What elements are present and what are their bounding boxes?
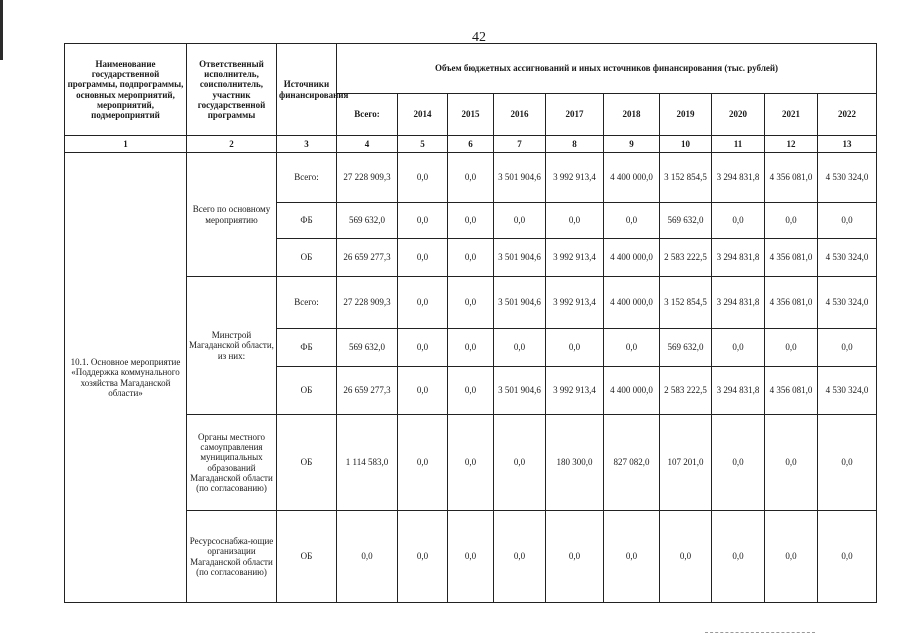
year-value-cell: 569 632,0 — [660, 203, 712, 239]
header-name: Наименование государственной программы, подпрограммы, основных мероприятий, мероприятий, подмероприятий — [65, 44, 187, 136]
year-value-cell: 0,0 — [448, 277, 494, 329]
executor-cell: Ресурсоснабжа-ющие организации Магаданской области (по согласованию) — [187, 511, 277, 603]
table-row — [65, 415, 877, 511]
year-value-cell: 0,0 — [604, 511, 660, 603]
year-value-cell: 0,0 — [818, 511, 877, 603]
year-value-cell: 4 400 000,0 — [604, 277, 660, 329]
year-value-cell: 0,0 — [546, 511, 604, 603]
col-number: 1 — [65, 136, 187, 153]
header-year: 2020 — [712, 94, 765, 136]
main-event-cell: 10.1. Основное мероприятие «Поддержка коммунального хозяйства Магаданской области» — [65, 153, 187, 603]
year-value-cell: 0,0 — [546, 329, 604, 367]
year-value-cell: 4 530 324,0 — [818, 277, 877, 329]
executor-cell: Органы местного самоуправления муниципальных образований Магаданской области (по согласованию) — [187, 415, 277, 511]
year-value-cell: 0,0 — [546, 203, 604, 239]
year-value-cell: 0,0 — [448, 511, 494, 603]
year-value-cell: 0,0 — [494, 415, 546, 511]
header-year: 2015 — [448, 94, 494, 136]
year-value-cell: 4 400 000,0 — [604, 153, 660, 203]
year-value-cell: 3 992 913,4 — [546, 239, 604, 277]
year-value-cell: 2 583 222,5 — [660, 367, 712, 415]
column-number-row — [65, 136, 877, 153]
year-value-cell: 4 356 081,0 — [765, 367, 818, 415]
year-value-cell: 3 501 904,6 — [494, 153, 546, 203]
scan-edge — [0, 0, 3, 60]
table-body — [65, 153, 877, 603]
year-value-cell: 3 152 854,5 — [660, 153, 712, 203]
table-row — [65, 277, 877, 329]
year-value-cell: 4 530 324,0 — [818, 239, 877, 277]
source-cell: Всего: — [277, 277, 337, 329]
header-year: 2016 — [494, 94, 546, 136]
year-value-cell: 0,0 — [818, 415, 877, 511]
total-value-cell: 569 632,0 — [337, 329, 398, 367]
scan-artifact — [705, 632, 815, 637]
col-number: 9 — [604, 136, 660, 153]
year-value-cell: 4 356 081,0 — [765, 153, 818, 203]
page-number: 42 — [472, 30, 486, 45]
year-value-cell: 4 400 000,0 — [604, 239, 660, 277]
executor-cell: Всего по основному мероприятию — [187, 153, 277, 277]
year-value-cell: 3 152 854,5 — [660, 277, 712, 329]
year-value-cell: 0,0 — [494, 329, 546, 367]
year-value-cell: 0,0 — [398, 153, 448, 203]
col-number: 4 — [337, 136, 398, 153]
year-value-cell: 0,0 — [398, 329, 448, 367]
total-value-cell: 26 659 277,3 — [337, 239, 398, 277]
col-number: 2 — [187, 136, 277, 153]
year-value-cell: 3 501 904,6 — [494, 277, 546, 329]
year-value-cell: 3 501 904,6 — [494, 367, 546, 415]
year-value-cell: 0,0 — [765, 511, 818, 603]
year-value-cell: 3 501 904,6 — [494, 239, 546, 277]
year-value-cell: 4 530 324,0 — [818, 153, 877, 203]
year-value-cell: 3 992 913,4 — [546, 153, 604, 203]
year-value-cell: 0,0 — [448, 239, 494, 277]
col-number: 10 — [660, 136, 712, 153]
source-cell: ФБ — [277, 203, 337, 239]
total-value-cell: 569 632,0 — [337, 203, 398, 239]
header-year: 2021 — [765, 94, 818, 136]
col-number: 7 — [494, 136, 546, 153]
col-number: 12 — [765, 136, 818, 153]
total-value-cell: 0,0 — [337, 511, 398, 603]
header-source: Источники финансирования — [277, 44, 337, 136]
year-value-cell: 3 992 913,4 — [546, 367, 604, 415]
year-value-cell: 4 356 081,0 — [765, 277, 818, 329]
table-row — [65, 511, 877, 603]
year-value-cell: 0,0 — [765, 329, 818, 367]
table-row — [65, 153, 877, 203]
year-value-cell: 180 300,0 — [546, 415, 604, 511]
year-value-cell: 0,0 — [448, 415, 494, 511]
year-value-cell: 3 294 831,8 — [712, 367, 765, 415]
year-value-cell: 4 356 081,0 — [765, 239, 818, 277]
year-value-cell: 0,0 — [712, 415, 765, 511]
year-value-cell: 0,0 — [398, 239, 448, 277]
year-value-cell: 0,0 — [448, 329, 494, 367]
year-value-cell: 0,0 — [604, 329, 660, 367]
source-cell: ОБ — [277, 415, 337, 511]
header-volume: Объем бюджетных ассигнований и иных источников финансирования (тыс. рублей) — [337, 44, 877, 94]
year-value-cell: 0,0 — [712, 511, 765, 603]
year-value-cell: 0,0 — [765, 203, 818, 239]
header-year: 2017 — [546, 94, 604, 136]
year-value-cell: 0,0 — [494, 203, 546, 239]
year-value-cell: 827 082,0 — [604, 415, 660, 511]
total-value-cell: 27 228 909,3 — [337, 153, 398, 203]
year-value-cell: 0,0 — [398, 367, 448, 415]
year-value-cell: 107 201,0 — [660, 415, 712, 511]
total-value-cell: 26 659 277,3 — [337, 367, 398, 415]
year-value-cell: 3 294 831,8 — [712, 239, 765, 277]
year-value-cell: 0,0 — [818, 329, 877, 367]
col-number: 6 — [448, 136, 494, 153]
col-number: 3 — [277, 136, 337, 153]
source-cell: ФБ — [277, 329, 337, 367]
source-cell: ОБ — [277, 511, 337, 603]
year-value-cell: 3 294 831,8 — [712, 277, 765, 329]
col-number: 13 — [818, 136, 877, 153]
header-year: 2018 — [604, 94, 660, 136]
year-value-cell: 2 583 222,5 — [660, 239, 712, 277]
total-value-cell: 27 228 909,3 — [337, 277, 398, 329]
year-value-cell: 0,0 — [712, 203, 765, 239]
total-value-cell: 1 114 583,0 — [337, 415, 398, 511]
source-cell: ОБ — [277, 239, 337, 277]
year-value-cell: 0,0 — [398, 415, 448, 511]
year-value-cell: 0,0 — [712, 329, 765, 367]
year-value-cell: 0,0 — [448, 367, 494, 415]
year-value-cell: 0,0 — [448, 153, 494, 203]
col-number: 8 — [546, 136, 604, 153]
source-cell: ОБ — [277, 367, 337, 415]
year-value-cell: 0,0 — [448, 203, 494, 239]
year-value-cell: 0,0 — [660, 511, 712, 603]
source-cell: Всего: — [277, 153, 337, 203]
year-value-cell: 3 294 831,8 — [712, 153, 765, 203]
budget-table — [64, 43, 877, 603]
year-value-cell: 4 530 324,0 — [818, 367, 877, 415]
header-executor: Ответственный исполнитель, соисполнитель, участник государственной программы — [187, 44, 277, 136]
year-value-cell: 3 992 913,4 — [546, 277, 604, 329]
year-value-cell: 0,0 — [818, 203, 877, 239]
year-value-cell: 0,0 — [604, 203, 660, 239]
year-value-cell: 0,0 — [398, 511, 448, 603]
col-number: 5 — [398, 136, 448, 153]
year-value-cell: 0,0 — [398, 277, 448, 329]
header-total: Всего: — [337, 94, 398, 136]
header-year: 2019 — [660, 94, 712, 136]
header-year: 2022 — [818, 94, 877, 136]
col-number: 11 — [712, 136, 765, 153]
year-value-cell: 0,0 — [398, 203, 448, 239]
year-value-cell: 4 400 000,0 — [604, 367, 660, 415]
header-year: 2014 — [398, 94, 448, 136]
year-value-cell: 0,0 — [765, 415, 818, 511]
year-value-cell: 0,0 — [494, 511, 546, 603]
year-value-cell: 569 632,0 — [660, 329, 712, 367]
executor-cell: Минстрой Магаданской области, из них: — [187, 277, 277, 415]
